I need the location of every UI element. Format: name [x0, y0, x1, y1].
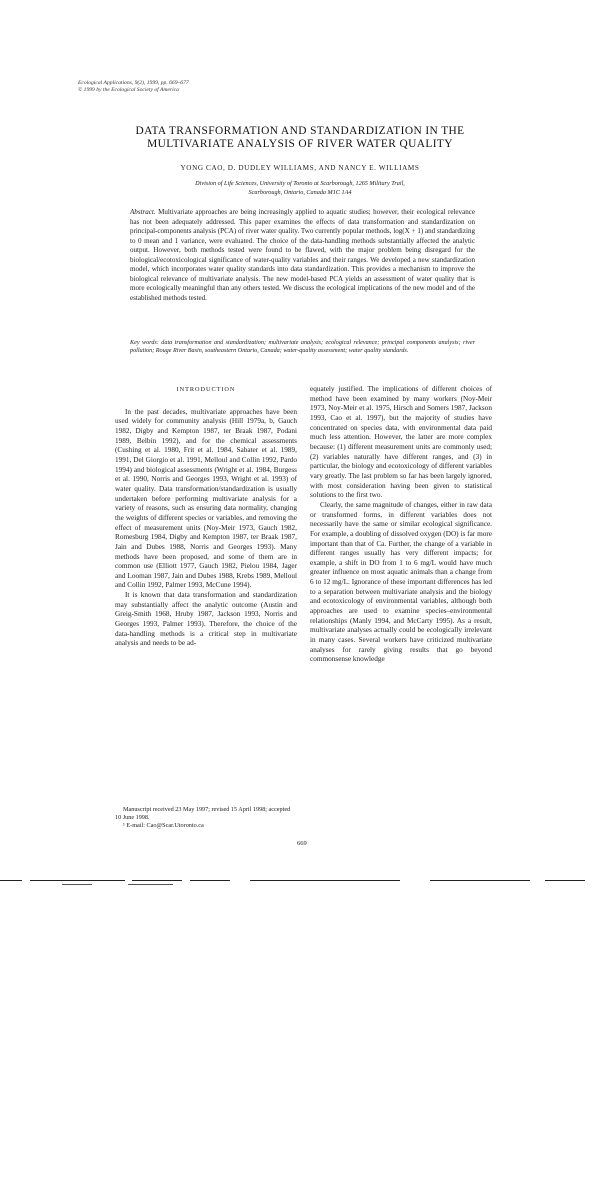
keywords-text: data transformation and standardization; multivariate analysis; ecological relevance; principal components analysis; river pollution; Rouge River Basin, southeastern Ontario, Canada; water-quality assessment; water quality standards. — [130, 340, 475, 355]
scan-artifact-line — [250, 880, 400, 881]
scan-artifact-line — [190, 880, 230, 881]
page-number: 669 — [297, 840, 307, 847]
keywords — [130, 339, 475, 356]
scan-artifact-line — [430, 880, 530, 881]
abstract-label: Abstract. — [130, 208, 156, 216]
abstract — [130, 208, 475, 303]
article-title-line-1: DATA TRANSFORMATION AND STANDARDIZATION IN THE — [135, 125, 465, 137]
scan-artifact-line — [128, 884, 173, 885]
right-column — [310, 385, 492, 665]
author-list: YONG CAO, D. DUDLEY WILLIAMS, AND NANCY E. WILLIAMS — [180, 164, 420, 172]
affiliation-line-2: Scarborough, Ontario, Canada M1C 1A4 — [248, 188, 352, 196]
journal-citation: Ecological Applications, 9(2), 1999, pp. 669–677 — [78, 80, 189, 86]
scan-artifact-line — [62, 884, 92, 885]
body-paragraph-2: It is known that data transformation and standardization may substantially affect the analytic outcome (Austin and Greig-Smith 1968, Hruby 1987, Jackson 1993, Norris and Georges 1993, Palmer 1993). Therefore, the choice of the data-handling methods is a critical step in multivariate analysis and needs to be ad- — [115, 591, 297, 648]
scan-artifact-line — [132, 880, 182, 881]
affiliation-line-1: Division of Life Sciences, University of Toronto at Scarborough, 1265 Military Trail, — [195, 180, 405, 187]
scan-artifact-line — [0, 880, 22, 881]
body-paragraph-1: In the past decades, multivariate approaches have been used widely for community analysis (Hill 1979a, b, Gauch 1982, Digby and Kempton 1987, ter Braak 1987, Podani 1989, Belbin 1992), and for the chemical assessments (Cushing et al. 1980, Frit et al. 1984, Sabater et al. 1989, 1991, Del Giorgio et al. 1991, Melloul and Collin 1992, Pardo 1994) and biological assessments (Wright et al. 1984, Burgess et al. 1990, Norris and Georges 1993, Wright et al. 1993) of water quality. Data transformation/standardization is usually undertaken before performing multivariate analysis for a variety of reasons, such as ensuring data normality, changing the weights of different species or variables, and removing the effect of measurement units (Noy-Meir 1973, Gauch 1982, Romesburg 1984, Digby and Kempton 1987, ter Braak 1987, Jain and Dubes 1988, Norris and Georges 1993). Many methods have been proposed, and some of them are in common use (Elliott 1977, Gauch 1982, Pielou 1984, Jager and Looman 1987, Jain and Dubes 1988, Krebs 1989, Melloul and Collin 1992, Palmer 1993, McCune 1994). — [115, 407, 297, 590]
body-paragraph-4: Clearly, the same magnitude of changes, either in raw data or transformed forms, in different variables does not necessarily have the same or similar ecological significance. For example, a doubling of dissolved oxygen (DO) is far more important than that of Ca. Further, the change of a variable in different ranges usually has very different impacts; for example, a shift in DO from 1 to 6 mg/L would have much greater influence on most aquatic animals than a change from 6 to 12 mg/L. Ignorance of these important differences has led to a separation between multivariate analysis and the biology and ecotoxicology of environmental variables, although both approaches are used to examine species–environmental relationships (Manly 1994, and McCarty 1995). As a result, multivariate analyses actually could be ecologically irrelevant in many cases. Several workers have criticized multivariate analyses for rarely giving results that go beyond commonsense knowledge — [310, 500, 492, 664]
manuscript-dates: Manuscript received 23 May 1997; revised 15 April 1998; accepted 10 June 1998. — [115, 806, 291, 822]
abstract-text: Multivariate approaches are being increasingly applied to aquatic studies; however, their ecological relevance has not been adequately addressed. This paper examines the effects of data transformation and standardization on principal-components analysis (PCA) of river water quality. Two currently popular methods, log(X + 1) and standardizing to 0 mean and 1 variance, were evaluated. The choice of the data-handling methods substantially affected the analytic output. However, both methods tested were found to be flawed, with the major problem being disregard for the biological/ecotoxicological significance of water-quality variables and their ranges. We developed a new standardization model, which incorporates water quality standards into data standardization. This provides a mechanism to improve the biological relevance of multivariate analysis. The new model-based PCA yields an assessment of water quality that is more ecologically meaningful than any others tested. We discuss the ecological implications of the new model and of the established methods tested. — [130, 208, 475, 302]
body-paragraph-3: equately justified. The implications of different choices of method have been examined by many workers (Noy-Meir 1973, Noy-Meir et al. 1975, Hirsch and Somers 1987, Jackson 1993, Cao et al. 1997), but the majority of studies have concentrated on species data, with environmental data paid much less attention. However, the latter are more complex because: (1) different measurement units are commonly used; (2) variables naturally have different ranges, and (3) in particular, the biology and ecotoxicology of different variables vary greatly. The last problem so far has been largely ignored, with most consideration having been given to statistical solutions to the first two. — [310, 385, 492, 500]
keywords-label: Key words: — [130, 340, 159, 346]
affiliation — [80, 180, 520, 197]
scan-artifact-line — [545, 880, 585, 881]
journal-copyright: © 1999 by the Ecological Society of America — [78, 87, 179, 93]
left-column — [115, 385, 297, 649]
footnotes — [115, 806, 297, 830]
scan-artifact-line — [30, 880, 125, 881]
author-email: ¹ E-mail: Cao@Scar.Utoronto.ca — [123, 822, 204, 830]
section-heading-introduction: INTRODUCTION — [176, 386, 236, 393]
journal-header — [78, 80, 278, 94]
article-title-line-2: MULTIVARIATE ANALYSIS OF RIVER WATER QUALITY — [147, 138, 453, 150]
